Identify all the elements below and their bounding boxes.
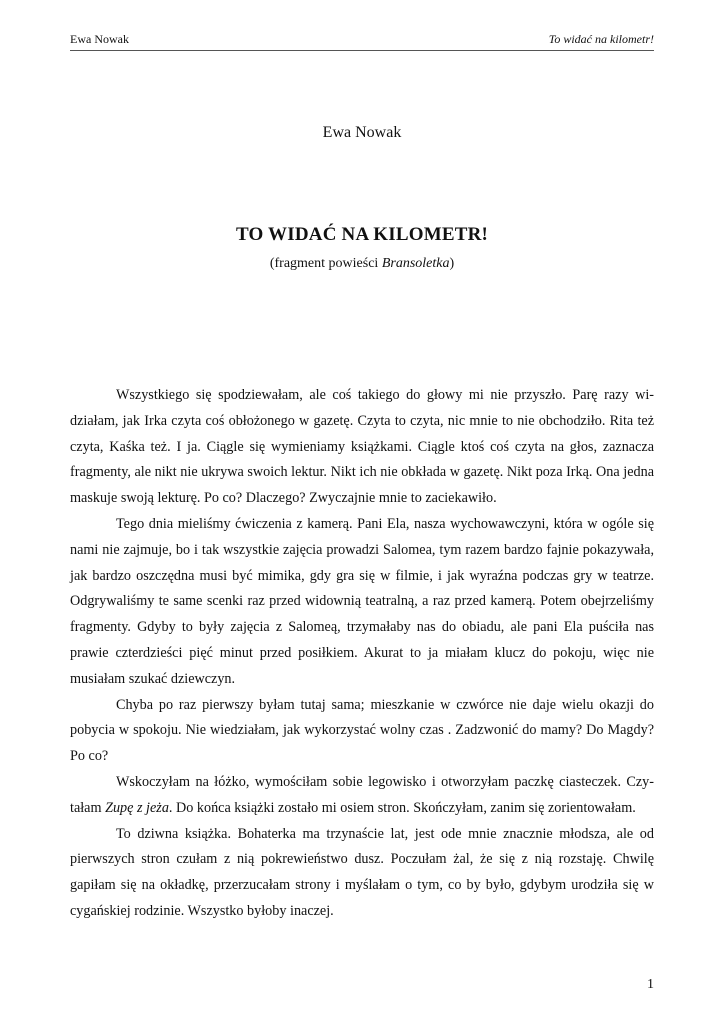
- page-number: 1: [647, 977, 654, 992]
- paragraph-4: [70, 770, 654, 822]
- document-title: TO WIDAĆ NA KILOMETR!: [235, 224, 489, 245]
- header-title: To widać na kilometr!: [548, 32, 654, 46]
- paragraph-4-book-title: Zupę z jeża: [105, 799, 169, 816]
- paragraph-4-before: Wskoczyłam na łóżko, wymościłam sobie legowisko i otworzyłam paczkę ciasteczek. Czytałam: [70, 773, 654, 816]
- header-author: Ewa Nowak: [70, 32, 129, 46]
- paragraph-1: Wszystkiego się spodziewałam, ale coś takiego do głowy mi nie przyszło. Parę razy widziałam, jak Irka czyta coś obłożonego w gazetę. Czyta to czyta, nic mnie to nie obchodziło. Rita też czyta, Kaśka też. I ja. Ciągle się wymieniamy książkami. Ciągle ktoś coś czyta na głos, zaznacza fragmenty, ale nikt nie ukrywa swoich lektur. Nikt ich nie obkłada w gazetę. Nikt poza Irką. Ona jedna maskuje swoją lekturę. Po co? Dlaczego? Zwyczajnie mnie to zaciekawiło.: [70, 387, 654, 507]
- author-name: Ewa Nowak: [322, 124, 402, 141]
- document-subtitle: [0, 256, 724, 272]
- paragraph-2: Tego dnia mieliśmy ćwiczenia z kamerą. Pani Ela, nasza wychowawczyni, która w ogóle się nami nie zajmuje, bo i tak wszystkie zajęcia prowadzi Salomea, tym razem bardzo fajnie pokazywała, jak bardzo oszczędna musi być mimika, gdy gra się w filmie, i jak wyraźna podczas gry w teatrze. Odgrywaliśmy te same scenki raz przed widownią teatralną, a raz przed kamerą. Potem obejrzeliśmy fragmenty. Gdyby to były zajęcia z Salomeą, trzymałaby nas do obiadu, ale pani Ela puściła nas prawie czterdzieści pięć minut przed posiłkiem. Akurat to ja miałam klucz do pokoju, więc nie musiałam szukać dziewczyn.: [70, 515, 654, 687]
- paragraph-3: Chyba po raz pierwszy byłam tutaj sama; mieszkanie w czwórce nie daje wielu okazji do pobycia w spokoju. Nie wiedziałam, jak wykorzystać wolny czas . Zadzwonić do mamy? Do Magdy? Po co?: [70, 696, 654, 765]
- body-text: [70, 383, 654, 925]
- subtitle-text-after: ): [449, 256, 455, 271]
- paragraph-4-after: . Do końca książki zostało mi osiem stron. Skończyłam, zanim się zorientowałam.: [168, 799, 636, 816]
- paragraph-5: To dziwna książka. Bohaterka ma trzynaście lat, jest ode mnie znacznie młodsza, ale od pierwszych stron czułam z nią pokrewieństwo dusz. Poczułam żal, że się z nią rozstaję. Chwilę gapiłam się na okładkę, przerzucałam strony i myślałam o tym, co by było, gdybym urodziła się w cygańskiej rodzinie. Wszystko byłoby inaczej.: [70, 825, 654, 919]
- subtitle-text-before: (fragment powieści: [269, 256, 382, 271]
- page-header: [70, 28, 654, 51]
- subtitle-book-title: Bransoletka: [381, 256, 450, 271]
